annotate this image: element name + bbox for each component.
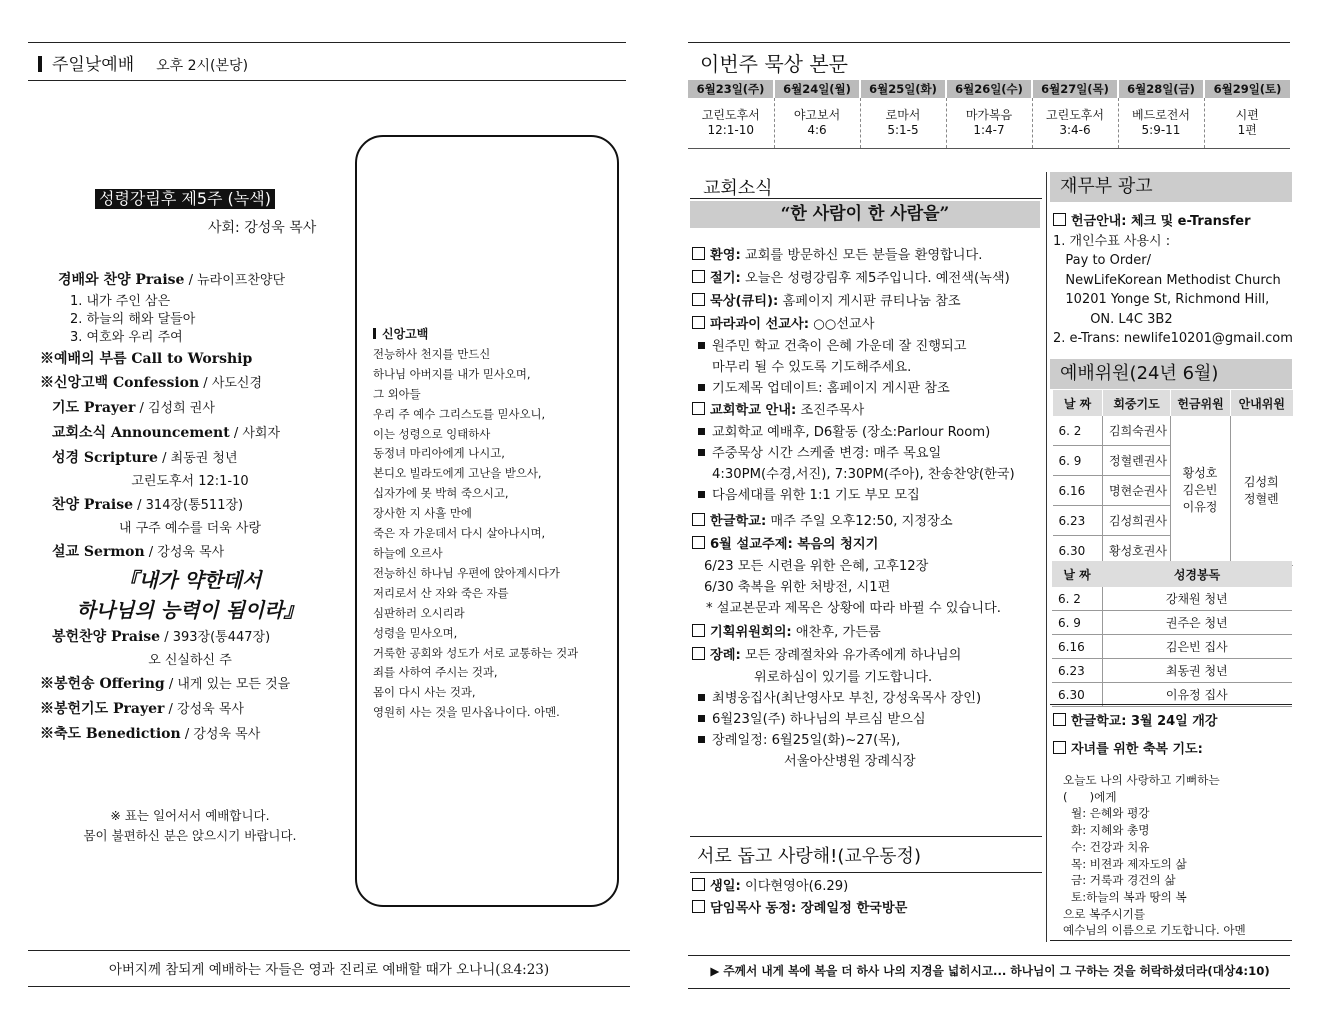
reading-row: [1052, 587, 1292, 611]
finance-line: Pay to Order/: [1053, 253, 1151, 268]
korean-label: 한글학교:: [710, 514, 767, 529]
right-footer-verse: ▶ 주께서 내게 복에 복을 더 하사 나의 지경을 넓히시고... 하나님이 그 구하는 것을 허락하셨더라(대상4:10): [710, 964, 1270, 978]
school-b1: 교회학교 예배후, D6활동 (장소:Parlour Room): [712, 425, 991, 440]
reading-date: 6.30: [1052, 683, 1102, 707]
creed-line: 거룩한 공회와 성도가 서로 교통하는 것과: [373, 645, 579, 660]
confession-leader: / 사도신경: [199, 376, 263, 391]
committee-date: 6.23: [1053, 506, 1103, 536]
checkbox-icon: [692, 270, 705, 283]
service-time: 오후 2시(본당): [156, 58, 249, 74]
school-text: 조진주목사: [796, 403, 865, 418]
meditation-title: 이번주 묵상 본문: [700, 52, 848, 76]
funeral-cont: 위로하심이 있기를 기도합니다.: [754, 670, 933, 685]
news-title: 교회소식: [703, 178, 773, 199]
checkbox-icon: [1053, 213, 1066, 226]
header-rule: [28, 80, 626, 81]
funeral-b2: 6월23일(주) 하나님의 부르심 받으심: [712, 712, 926, 727]
reading-date: 6.23: [1052, 659, 1102, 683]
creed-line: 하나님 아버지를 내가 믿사오며,: [373, 366, 531, 381]
offering-song: / 내게 있는 모든 것을: [164, 677, 291, 692]
funeral-bullet-2: [692, 709, 1042, 730]
finance-title: 재무부 광고: [1050, 172, 1292, 202]
creed-line: 동정녀 마리아에게 나시고,: [373, 446, 505, 461]
creed-line: 몸이 다시 사는 것과,: [373, 685, 476, 700]
bullet-icon: [698, 694, 705, 701]
support-title: 서로 돕고 사랑해!(교우동정): [697, 846, 921, 867]
creed-line: 장사한 지 사흘 만에: [373, 506, 472, 521]
creed-line: 그 외아들: [373, 386, 421, 401]
usher-member: 정혈렌: [1243, 491, 1279, 506]
welcome-text: 교회를 방문하신 모든 분들을 환영합니다.: [740, 248, 983, 263]
offering-member: 김은빈: [1182, 483, 1218, 497]
reading-row: [1052, 659, 1292, 683]
support-birthday: [692, 876, 1042, 898]
missionary-bullet-2: [692, 378, 1042, 399]
reading-h-date: 날 짜: [1052, 561, 1102, 587]
scripture-row: [40, 446, 340, 471]
prayer-line: 수: 건강과 치유: [1071, 839, 1150, 854]
prayer-line: 목: 비젼과 제자도의 삶: [1071, 856, 1187, 871]
funeral-b1: 최병웅집사(최난영사모 부친, 강성욱목사 장인): [712, 691, 982, 706]
korean-text: 매주 주일 오후12:50, 지정장소: [766, 514, 953, 529]
committee-body: [1053, 416, 1293, 566]
offering-member: 이유정: [1182, 500, 1218, 514]
meditation-date: 6월25일(화): [860, 80, 946, 98]
offering-label: ※봉헌송 Offering: [40, 676, 165, 692]
announce-row: [40, 421, 340, 446]
fin2-rule: [1050, 704, 1292, 705]
sermon-label: 설교 Sermon: [52, 544, 145, 560]
creed-line: 전능하사 천지를 만드신: [373, 346, 491, 361]
news-missionary: [692, 313, 1042, 336]
creed-line: 이는 성령으로 잉태하사: [373, 426, 491, 441]
footer-rule-top: [28, 950, 630, 951]
offering-hymn-label: 봉헌찬양 Praise: [52, 629, 161, 645]
meditation-passage: [1204, 98, 1290, 149]
korean-school-line: [1053, 708, 1217, 736]
missionary-bullet-1b: 마무리 될 수 있도록 기도해주세요.: [712, 360, 912, 375]
meditation-body-row: [688, 98, 1290, 149]
season-news-label: 절기:: [710, 271, 741, 286]
news-welcome: [692, 244, 1042, 267]
passage-book: 시편: [1235, 108, 1259, 122]
rp-footer-rule-bottom: [688, 988, 1290, 989]
left-footer-verse: 아버지께 참되게 예배하는 자들은 영과 진리로 예배할 때가 오나니(요4:23): [108, 962, 550, 978]
welcome-label: 환영:: [710, 248, 741, 263]
committee-header: [1053, 390, 1293, 416]
meditation-date: 6월29일(토): [1204, 80, 1290, 98]
creed-bar: [373, 328, 376, 339]
bullet-icon: [698, 449, 705, 456]
hymn-row: [40, 493, 340, 518]
committee-date: 6. 9: [1053, 446, 1103, 476]
service-header: [38, 50, 248, 75]
committee-date: 6.30: [1053, 536, 1103, 566]
prayer-line: 금: 거룩과 경건의 삶: [1071, 873, 1176, 888]
checkbox-icon: [692, 316, 705, 329]
service-title: 주일낮예배: [52, 55, 135, 75]
meditation-table: [688, 80, 1290, 149]
reading-name: 김은빈 집사: [1102, 635, 1292, 659]
header-bar: [38, 56, 42, 72]
support-rule-top: [690, 836, 1042, 837]
qt-text: 홈페이지 게시판 큐티나눔 참조: [778, 294, 961, 309]
hymn-title: 내 구주 예수를 더욱 사랑: [118, 521, 262, 536]
scripture-label: 성경 Scripture: [52, 450, 158, 466]
note-line-2: 몸이 불편하신 분은 앉으시기 바랍니다.: [83, 828, 297, 843]
offering-row: [40, 672, 340, 697]
prayer-line: 예수님의 이름으로 기도합니다. 아멘: [1063, 923, 1246, 938]
finance-line: 1. 개인수표 사용시 :: [1053, 233, 1171, 249]
school-bullet-3: [692, 485, 1042, 506]
news-funeral: [692, 644, 1042, 667]
funeral-bullet-1: [692, 688, 1042, 709]
passage-ref: 5:1-5: [887, 123, 919, 137]
school-bullet-1: [692, 422, 1042, 443]
committee-h-date: 날 짜: [1053, 390, 1103, 416]
passage-book: 로마서: [885, 108, 921, 122]
prayer-rule: [1050, 940, 1292, 941]
reading-body: [1052, 587, 1292, 707]
benediction-row: [40, 722, 340, 747]
hymn-label: 찬양 Praise: [52, 497, 134, 513]
prayer-leader: / 김성희 권사: [135, 401, 215, 416]
meditation-passage: [946, 98, 1032, 149]
creed-line: 저리로서 산 자와 죽은 자를: [373, 585, 509, 600]
reading-date: 6. 2: [1052, 587, 1102, 611]
checkbox-icon: [1053, 713, 1066, 726]
school-label: 교회학교 안내:: [710, 403, 797, 418]
funeral-bullet-3b: 서울아산병원 장례식장: [784, 754, 916, 769]
checkbox-icon: [692, 647, 705, 660]
reading-h-name: 성경봉독: [1102, 561, 1292, 587]
news-qt: [692, 290, 1042, 313]
note-line-1: ※ 표는 일어서서 예배합니다.: [110, 808, 270, 823]
committee-date: 6.16: [1053, 476, 1103, 506]
committee-row: [1053, 416, 1293, 446]
passage-book: 고린도후서: [701, 108, 760, 122]
offering-prayer-label: ※봉헌기도 Prayer: [40, 701, 165, 717]
finance-line: 2. e-Trans: newlife10201@gmail.com: [1053, 331, 1293, 346]
creed-line: 죽은 자 가운데서 다시 살아나시며,: [373, 526, 546, 541]
reading-row: [1052, 611, 1292, 635]
news-school: [692, 399, 1042, 422]
checkbox-icon: [692, 536, 705, 549]
meditation-passage: [860, 98, 946, 149]
footer-rule-bottom: [28, 986, 630, 987]
scripture-leader: / 최동권 청년: [157, 451, 238, 466]
offering-hymn-number: / 393장(통447장): [160, 630, 271, 645]
finance-offering-label: 헌금안내: 체크 및 e-Transfer: [1071, 214, 1251, 229]
meditation-date: 6월26일(수): [946, 80, 1032, 98]
missionary-text: ○○선교사: [809, 317, 875, 332]
planning-text: 애찬후, 가든룸: [791, 625, 881, 640]
passage-ref: 4:6: [807, 123, 827, 137]
child-prayer-lines: [1063, 772, 1291, 939]
committee-h-prayer: 회중기도: [1103, 390, 1171, 416]
prayer-line: 화: 지혜와 총명: [1071, 823, 1150, 838]
missionary-label: 파라과이 선교사:: [710, 317, 810, 332]
meditation-passage: [1118, 98, 1204, 149]
passage-ref: 1편: [1237, 123, 1257, 137]
checkbox-icon: [692, 900, 705, 913]
rp-top-rule: [688, 42, 1290, 43]
benediction-leader: / 강성욱 목사: [180, 727, 261, 742]
presider: 사회: 강성욱 목사: [208, 220, 317, 236]
support-list: [692, 876, 1042, 920]
meditation-date: 6월24일(월): [774, 80, 860, 98]
committee-title: 예배위원(24년 6월): [1050, 359, 1292, 389]
bullet-icon: [698, 342, 705, 349]
committee-date: 6. 2: [1053, 416, 1103, 446]
meditation-passage: [688, 98, 774, 149]
reading-table: [1052, 561, 1292, 707]
announce-leader: / 사회자: [229, 426, 281, 441]
praise-label: 경배와 찬양 Praise: [58, 272, 185, 288]
praise-leader: / 뉴라이프찬양단: [184, 273, 286, 288]
funeral-bullet-3: [692, 730, 1042, 751]
funeral-label: 장례:: [710, 648, 741, 663]
confession-label: ※신앙고백 Confession: [40, 375, 200, 391]
prayer-line: 으로 복주시기를: [1063, 906, 1146, 921]
creed-text: [373, 325, 613, 723]
support-pastor: [692, 898, 1042, 920]
bullet-icon: [698, 715, 705, 722]
news-season: [692, 267, 1042, 290]
reading-name: 강채원 청년: [1102, 587, 1292, 611]
order-of-worship: [40, 268, 340, 747]
checkbox-icon: [1053, 741, 1066, 754]
checkbox-icon: [692, 293, 705, 306]
committee-prayer: 명현순권사: [1103, 476, 1171, 506]
reading-name: 권주은 청년: [1102, 611, 1292, 635]
meditation-passage: [1032, 98, 1118, 149]
creed-line: 하늘에 오르사: [373, 545, 443, 560]
season-news-text: 오늘은 성령강림후 제5주입니다. 예전색(녹색): [740, 271, 1010, 286]
news-rule: [690, 198, 1042, 199]
support-rule: [690, 872, 1042, 873]
creed-lines: [373, 345, 613, 723]
qt-label: 묵상(큐티):: [710, 294, 779, 309]
passage-ref: 5:9-11: [1141, 123, 1181, 137]
passage-book: 마가복음: [965, 108, 1013, 122]
committee-table: [1052, 390, 1293, 566]
passage-ref: 12:1-10: [707, 123, 755, 137]
news-list: [692, 244, 1042, 772]
reading-row: [1052, 683, 1292, 707]
offering-member: 황성호: [1182, 466, 1218, 480]
standing-note: [40, 806, 340, 846]
bullet-icon: [698, 384, 705, 391]
offering-prayer-leader: / 강성욱 목사: [164, 702, 244, 717]
committee-h-usher: 안내위원: [1231, 390, 1293, 416]
song-2: 2. 하늘의 해와 달들아: [70, 312, 196, 327]
offering-hymn-row: [40, 625, 340, 650]
season-label: 성령강림후 제5주 (녹색): [95, 189, 275, 209]
theme-2: 6/30 축복을 위한 처방전, 시1편: [704, 580, 891, 595]
news-planning: [692, 621, 1042, 644]
committee-prayer: 황성호권사: [1103, 536, 1171, 566]
passage-book: 베드로전서: [1132, 108, 1190, 122]
column-divider: [1046, 172, 1047, 942]
prayer-line: 월: 은혜와 평강: [1071, 806, 1150, 821]
school-bullet-2b: 4:30PM(수경,서진), 7:30PM(주아), 찬송찬양(한국): [712, 467, 1015, 482]
prayer-line: ( )에게: [1063, 789, 1117, 804]
committee-prayer: 김성희권사: [1103, 506, 1171, 536]
announce-label: 교회소식 Announcement: [52, 425, 230, 441]
rp-footer-rule-top: [688, 955, 1290, 956]
news-korean: [692, 510, 1042, 533]
checkbox-icon: [692, 878, 705, 891]
confession-row: [40, 371, 340, 396]
news-banner: “한 사람이 한 사람을”: [690, 201, 1040, 228]
usher-team: [1231, 416, 1293, 566]
planning-label: 기획위원회의:: [710, 625, 792, 640]
creed-title: 신앙고백: [382, 327, 429, 341]
passage-book: 야고보서: [793, 108, 841, 122]
song-1: 1. 내가 주인 삼은: [70, 294, 171, 309]
school-bullet-2: [692, 443, 1042, 464]
birthday-text: 이다현영아(6.29): [740, 879, 849, 894]
offering-team: [1171, 416, 1231, 566]
call-label: ※예배의 부름 Call to Worship: [40, 351, 253, 367]
funeral-text: 모든 장례절차와 유가족에게 하나님의: [740, 648, 962, 663]
passage-ref: 3:4-6: [1059, 123, 1091, 137]
sermon-title-2: 하나님의 능력이 됨이라』: [76, 598, 304, 622]
sermon-row: [40, 540, 340, 565]
school-b2: 주중묵상 시간 스케줄 변경: 매주 목요일: [712, 446, 942, 461]
committee-prayer: 김희숙권사: [1103, 416, 1171, 446]
checkbox-icon: [692, 402, 705, 415]
child-prayer-heading: [1053, 736, 1217, 764]
child-prayer-title: 자녀를 위한 축복 기도:: [1071, 742, 1203, 757]
missionary-b1a: 원주민 학교 건축이 은혜 가운데 잘 진행되고: [712, 339, 967, 354]
creed-line: 성령을 믿사오며,: [373, 625, 458, 640]
reading-date: 6.16: [1052, 635, 1102, 659]
reading-row: [1052, 635, 1292, 659]
creed-line: 본디오 빌라도에게 고난을 받으사,: [373, 466, 542, 481]
reading-header: [1052, 561, 1292, 587]
korean-school-text: 한글학교: 3월 24일 개강: [1071, 714, 1218, 729]
theme-1: 6/23 모든 시련을 위한 은혜, 고후12장: [704, 559, 929, 574]
finance-lines: [1053, 232, 1293, 349]
meditation-date: 6월28일(금): [1118, 80, 1204, 98]
meditation-header-row: [688, 80, 1290, 98]
sermon-title-1: 『내가 약한데서: [118, 568, 262, 592]
news-theme: [692, 533, 1042, 556]
checkbox-icon: [692, 513, 705, 526]
missionary-b2: 기도제목 업데이트: 홈페이지 게시판 참조: [712, 381, 950, 396]
offering-hymn-title: 오 신실하신 주: [148, 653, 232, 668]
meditation-date: 6월23일(주): [688, 80, 774, 98]
creed-line: 우리 주 예수 그리스도를 믿사오니,: [373, 406, 546, 421]
finance-line: NewLifeKorean Methodist Church: [1053, 272, 1281, 288]
creed-line: 영원히 사는 것을 믿사옵나이다. 아멘.: [373, 705, 560, 720]
bullet-icon: [698, 736, 705, 743]
pastor-label: 담임목사 동정: 장례일정 한국방문: [710, 901, 908, 916]
creed-line: 죄를 사하여 주시는 것과,: [373, 665, 498, 680]
checkbox-icon: [692, 624, 705, 637]
finance-offering: [1053, 212, 1293, 232]
korean-school-notice: [1053, 708, 1217, 764]
passage-book: 고린도후서: [1046, 108, 1104, 122]
reading-name: 이유정 집사: [1102, 683, 1292, 707]
school-b3: 다음세대를 위한 1:1 기도 부모 모집: [712, 488, 920, 503]
meditation-passage: [774, 98, 860, 149]
prayer-line: 오늘도 나의 사랑하고 기뻐하는: [1063, 773, 1220, 787]
birthday-label: 생일:: [710, 879, 741, 894]
bullet-icon: [698, 428, 705, 435]
praise-row: [40, 268, 340, 293]
song-3: 3. 여호와 우리 주여: [70, 330, 183, 345]
creed-heading: [373, 325, 613, 345]
usher-member: 김성희: [1243, 474, 1279, 489]
call-row: [40, 347, 340, 371]
hymn-number: / 314장(통511장): [133, 498, 244, 513]
committee-prayer: 정혈렌권사: [1103, 446, 1171, 476]
finance-info: [1053, 212, 1293, 349]
prayer-row: [40, 396, 340, 421]
sermon-preacher: / 강성욱 목사: [144, 545, 225, 560]
theme-3: * 설교본문과 제목은 상황에 따라 바뀔 수 있습니다.: [706, 601, 1001, 616]
reading-name: 최동권 청년: [1102, 659, 1292, 683]
creed-line: 전능하신 하나님 우편에 앉아계시다가: [373, 565, 560, 580]
passage-ref: 1:4-7: [973, 123, 1005, 137]
finance-line: ON. L4C 3B2: [1053, 311, 1173, 327]
offering-prayer-row: [40, 697, 340, 722]
reading-date: 6. 9: [1052, 611, 1102, 635]
creed-line: 십자가에 못 박혀 죽으시고,: [373, 486, 509, 501]
checkbox-icon: [692, 247, 705, 260]
prayer-line: 토:하늘의 복과 땅의 복: [1071, 889, 1187, 904]
prayer-label: 기도 Prayer: [52, 400, 136, 416]
benediction-label: ※축도 Benediction: [40, 726, 181, 742]
top-rule: [28, 42, 626, 43]
committee-h-offering: 헌금위원: [1171, 390, 1231, 416]
bullet-icon: [698, 491, 705, 498]
meditation-date: 6월27일(목): [1032, 80, 1118, 98]
finance-line: 10201 Yonge St, Richmond Hill,: [1053, 292, 1270, 307]
theme-label: 6월 설교주제: 복음의 청지기: [710, 537, 879, 552]
scripture-ref: 고린도후서 12:1-10: [131, 474, 249, 489]
creed-line: 심판하러 오시리라: [373, 605, 465, 620]
funeral-b3: 장례일정: 6월25일(화)~27(목),: [712, 733, 901, 748]
missionary-bullet-1: [692, 336, 1042, 357]
